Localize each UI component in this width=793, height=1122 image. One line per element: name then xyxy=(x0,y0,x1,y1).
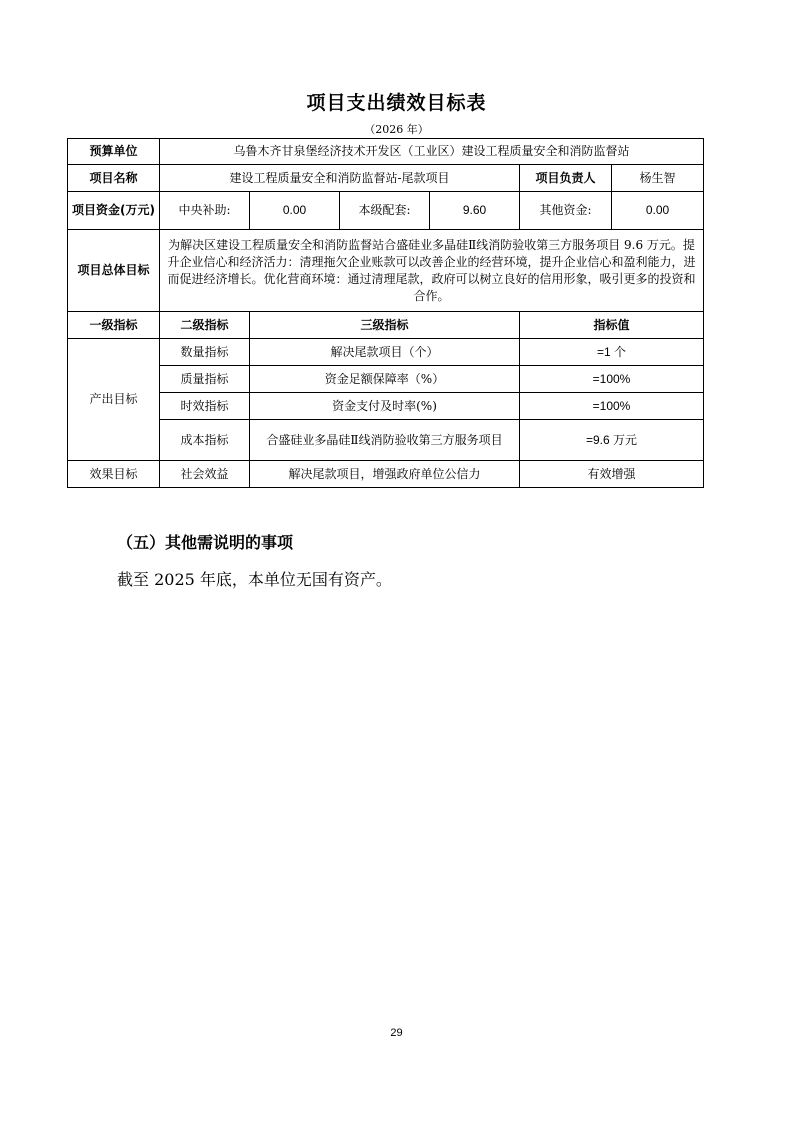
central-subsidy-value: 0.00 xyxy=(250,192,340,230)
row-level3: 资金支付及时率(%) xyxy=(250,393,520,420)
row-value: =100% xyxy=(520,393,704,420)
row-level2: 数量指标 xyxy=(160,339,250,366)
page-title: 项目支出绩效目标表 xyxy=(306,92,487,114)
table-row xyxy=(68,393,704,420)
local-matching-label: 本级配套: xyxy=(340,192,430,230)
year-label: （2026 年） xyxy=(364,123,429,136)
row-level2: 社会效益 xyxy=(160,461,250,488)
other-funds-value: 0.00 xyxy=(612,192,704,230)
performance-table xyxy=(67,138,704,488)
budget-unit-label: 预算单位 xyxy=(68,139,160,165)
section-paragraph: 截至 2025 年底，本单位无国有资产。 xyxy=(117,570,392,589)
section-title: （五）其他需说明的事项 xyxy=(117,533,294,552)
row-level2: 时效指标 xyxy=(160,393,250,420)
header-indicator-value: 指标值 xyxy=(520,312,704,339)
project-manager-value: 杨生智 xyxy=(612,165,704,192)
table-row xyxy=(68,339,704,366)
project-manager-label: 项目负责人 xyxy=(520,165,612,192)
row-value: =100% xyxy=(520,366,704,393)
row-value: 有效增强 xyxy=(520,461,704,488)
central-subsidy-label: 中央补助: xyxy=(160,192,250,230)
project-funds-label: 项目资金(万元) xyxy=(68,192,160,230)
row-value: =1 个 xyxy=(520,339,704,366)
row-level3: 解决尾款项目（个） xyxy=(250,339,520,366)
local-matching-value: 9.60 xyxy=(430,192,520,230)
row-level3: 合盛硅业多晶硅Ⅱ线消防验收第三方服务项目 xyxy=(250,420,520,461)
table-row xyxy=(68,420,704,461)
page-number: 29 xyxy=(390,1027,403,1039)
header-level3: 三级指标 xyxy=(250,312,520,339)
row-level2: 成本指标 xyxy=(160,420,250,461)
effect-goal-label: 效果目标 xyxy=(68,461,160,488)
project-name-label: 项目名称 xyxy=(68,165,160,192)
other-funds-label: 其他资金: xyxy=(520,192,612,230)
row-level3: 解决尾款项目，增强政府单位公信力 xyxy=(250,461,520,488)
row-level2: 质量指标 xyxy=(160,366,250,393)
output-goal-label: 产出目标 xyxy=(68,339,160,461)
header-level2: 二级指标 xyxy=(160,312,250,339)
header-level1: 一级指标 xyxy=(68,312,160,339)
budget-unit-value: 乌鲁木齐甘泉堡经济技术开发区（工业区）建设工程质量安全和消防监督站 xyxy=(160,139,704,165)
row-value: =9.6 万元 xyxy=(520,420,704,461)
project-name-value: 建设工程质量安全和消防监督站-尾款项目 xyxy=(160,165,520,192)
table-row xyxy=(68,461,704,488)
table-row xyxy=(68,366,704,393)
overall-goal-value: 为解决区建设工程质量安全和消防监督站合盛硅业多晶硅Ⅱ线消防验收第三方服务项目 9.6 万元。提升企业信心和经济活力：清理拖欠企业账款可以改善企业的经营环境，提升企业信心和盈利能力，进而促进经济增长。优化营商环境：通过清理尾款，政府可以树立良好的信用形象，吸引更多的投资和合作。 xyxy=(160,230,704,312)
row-level3: 资金足额保障率（%） xyxy=(250,366,520,393)
overall-goal-label: 项目总体目标 xyxy=(68,230,160,312)
